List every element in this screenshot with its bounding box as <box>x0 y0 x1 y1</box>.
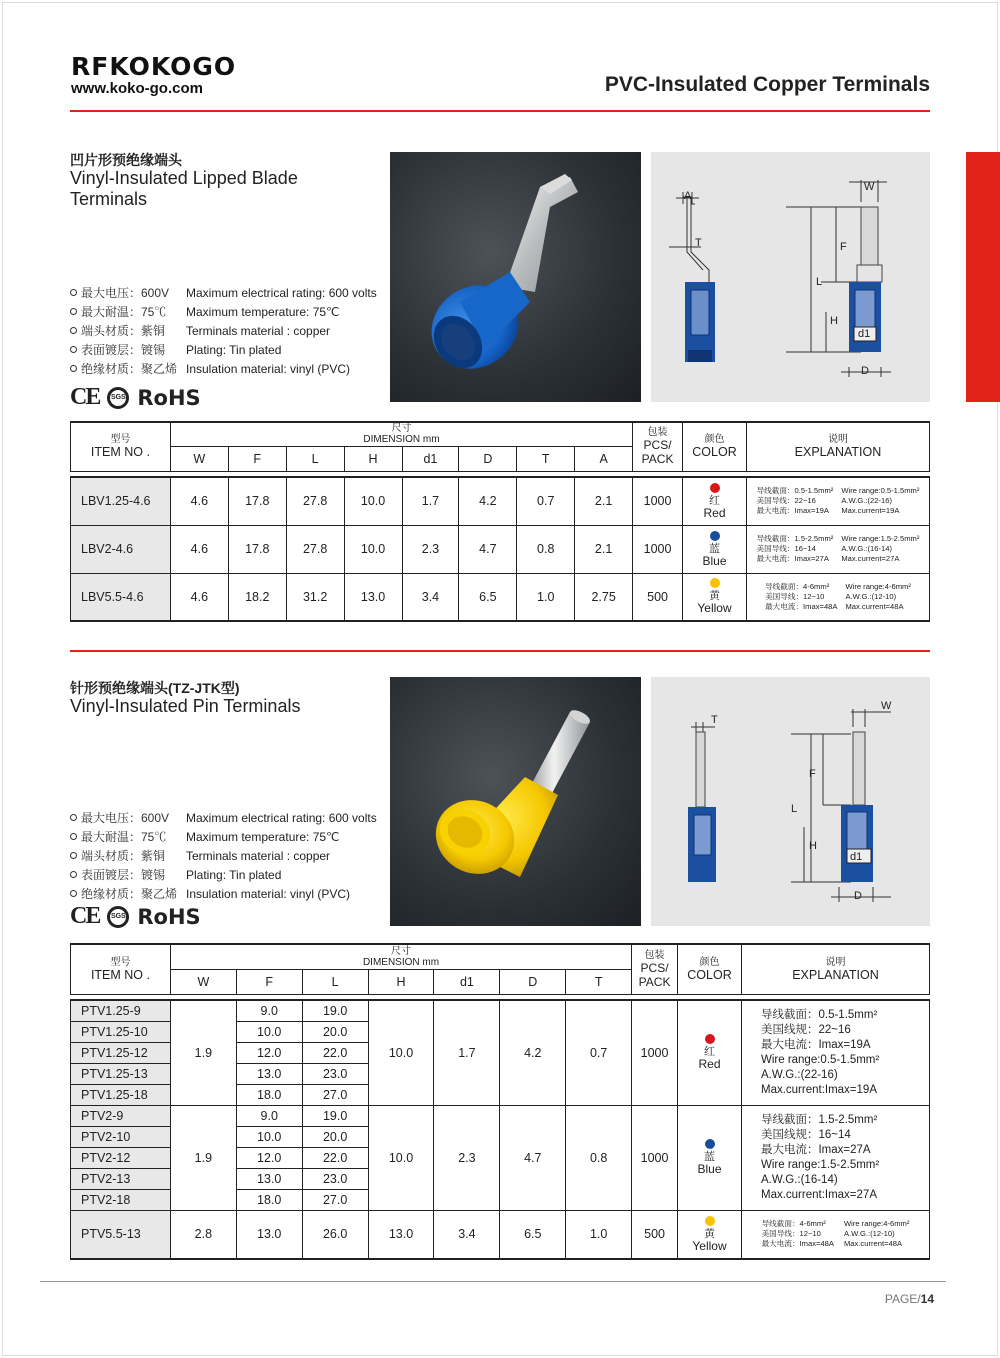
svg-text:d1: d1 <box>850 851 863 863</box>
section1-specs <box>70 284 377 379</box>
header-explanation: 说明 EXPLANATION <box>746 422 929 471</box>
table-row: LBV5.5-4.6 4.6 18.2 31.2 13.0 3.4 6.5 1.0 2.75 500 黄 Yellow 导线截面：4-6mm² 美国导线：12~10 最大电流：Imax=48A Wire range:4-6mm² A.W.G.:(12-10) Max.current=48A <box>71 573 930 621</box>
svg-text:D: D <box>854 890 862 902</box>
section2-specs <box>70 809 377 904</box>
table-row: LBV2-4.6 4.6 17.8 27.8 10.0 2.3 4.7 0.8 2.1 1000 蓝 Blue 导线截面：1.5-2.5mm² 美国导线：16~14 最大电流：Imax=27A Wire range:1.5-2.5mm² A.W.G.:(16-14) Max.current=27A <box>71 525 930 573</box>
section2-title-en: Vinyl-Insulated Pin Terminals <box>70 696 301 716</box>
spec-row: 最大电压：600V Maximum electrical rating: 600 volts <box>70 284 377 303</box>
product-photo-blade <box>390 152 641 402</box>
spec-row: 最大耐温：75℃ Maximum temperature: 75℃ <box>70 828 377 847</box>
spec-row: 表面镀层：镀锡 Plating: Tin plated <box>70 866 377 885</box>
website-url[interactable]: www.koko-go.com <box>71 80 203 97</box>
spec-row: 端头材质：紫铜 Terminals material : copper <box>70 322 377 341</box>
spec-row: 绝缘材质：聚乙烯 Insulation material: vinyl (PVC) <box>70 885 377 904</box>
section2-spec-table: 型号 ITEM NO . 尺寸 DIMENSION mm 包装 PCS/ PACK 颜色 COLOR 说明 EXPLANATION W F L H d1 D T PTV1.25-9 1.9 9.0 19.0 10.0 1.7 4.2 0.7 1000 红 Red 导线截面：0.5-1.5mm² 美国线规：22~16 最大电流：Imax=19A Wire range:0.5-1.5mm² A.W.G.:(22-16) Max.current:Imax=19A PTV1.25-10 10.0 20.0 PTV1.25-12 12.0 22.0 PTV1.25-13 13.0 23.0 PTV1.25-18 18.0 27.0 PTV2-9 1.9 9.0 19.0 10.0 2.3 4.7 0.8 1000 蓝 Blue 导线截面：1.5-2.5mm² 美国线规：16~14 最大电流：Imax=27A Wire range:1.5-2.5mm² A.W.G.:(16-14) Max.current:Imax=27A PTV2-10 10.0 20.0 PTV2-12 12.0 22.0 PTV2-13 13.0 23.0 PTV2-18 18.0 27.0 PTV5.5-13 2.8 13.0 26.0 13.0 3.4 6.5 1.0 500 黄 Yellow 导线截面：4-6mm² 美国导线：12~10 最大电流：Imax=48A Wire range:4-6mm² A.W.G.:(12-10) Max.current=48A <box>70 943 930 1260</box>
blue-dot-icon <box>710 531 720 541</box>
yellow-dot-icon <box>705 1216 715 1226</box>
svg-text:H: H <box>809 840 817 852</box>
spec-row: 最大电压：600V Maximum electrical rating: 600 volts <box>70 809 377 828</box>
header-dimension: 尺寸 DIMENSION mm <box>170 944 631 969</box>
table-row: PTV2-10 10.0 20.0 <box>71 1126 930 1147</box>
dim-W: W <box>864 181 875 193</box>
section2-title-cn: 针形预绝缘端头(TZ-JTK型) <box>70 680 240 696</box>
header-color: 颜色 COLOR <box>683 422 747 471</box>
svg-text:d1: d1 <box>858 328 871 340</box>
svg-text:H: H <box>830 315 838 327</box>
table-row: PTV1.25-18 18.0 27.0 <box>71 1084 930 1105</box>
svg-text:T: T <box>695 237 702 249</box>
rohs-mark: RoHS <box>137 385 201 410</box>
footer-divider <box>40 1281 946 1282</box>
svg-text:F: F <box>809 768 816 780</box>
header-dimension: 尺寸 DIMENSION mm <box>170 422 632 446</box>
table-row: PTV2-18 18.0 27.0 <box>71 1189 930 1210</box>
blue-dot-icon <box>705 1139 715 1149</box>
section1-certifications <box>70 384 201 411</box>
section1-title-cn: 凹片形预绝缘端头 <box>70 152 182 168</box>
table-row: PTV1.25-12 12.0 22.0 <box>71 1042 930 1063</box>
red-dot-icon <box>710 483 720 493</box>
table-row: PTV5.5-13 2.8 13.0 26.0 13.0 3.4 6.5 1.0 500 黄 Yellow 导线截面：4-6mm² 美国导线：12~10 最大电流：Imax=48A Wire range:4-6mm² A.W.G.:(12-10) Max.current=48A <box>71 1210 930 1259</box>
product-photo-pin <box>390 677 641 926</box>
spec-row: 端头材质：紫铜 Terminals material : copper <box>70 847 377 866</box>
red-dot-icon <box>705 1034 715 1044</box>
yellow-dot-icon <box>710 578 720 588</box>
table-row: PTV2-9 1.9 9.0 19.0 10.0 2.3 4.7 0.8 1000 蓝 Blue 导线截面：1.5-2.5mm² 美国线规：16~14 最大电流：Imax=27A Wire range:1.5-2.5mm² A.W.G.:(16-14) Max.current:Imax=27A <box>71 1105 930 1126</box>
ce-mark-icon: CE <box>70 903 100 929</box>
brand-logo: RFKOKOGO <box>71 52 237 81</box>
header-divider <box>70 110 930 112</box>
svg-text:D: D <box>861 365 869 377</box>
svg-text:L: L <box>791 803 798 815</box>
table-row: PTV1.25-13 13.0 23.0 <box>71 1063 930 1084</box>
spec-row: 表面镀层：镀锡 Plating: Tin plated <box>70 341 377 360</box>
header-pack: 包装 PCS/ PACK <box>633 422 683 471</box>
svg-text:T: T <box>711 714 718 726</box>
page-title: PVC-Insulated Copper Terminals <box>604 73 930 96</box>
header-color: 颜色 COLOR <box>678 944 742 994</box>
spec-row: 最大耐温：75℃ Maximum temperature: 75℃ <box>70 303 377 322</box>
page-number: PAGE/14 <box>884 1292 934 1306</box>
table-row: PTV2-13 13.0 23.0 <box>71 1168 930 1189</box>
section1-title-en: Vinyl-Insulated Lipped Blade Terminals <box>70 168 298 209</box>
technical-drawing-pin <box>651 677 930 926</box>
ce-mark-icon: CE <box>70 384 100 410</box>
svg-text:A: A <box>684 190 692 202</box>
sgs-seal-icon: SGS <box>107 906 129 928</box>
rohs-mark: RoHS <box>137 904 201 929</box>
svg-text:W: W <box>881 700 892 712</box>
header-pack: 包装 PCS/ PACK <box>632 944 678 994</box>
section1-spec-table: 型号 ITEM NO . 尺寸 DIMENSION mm 包装 PCS/ PACK 颜色 COLOR 说明 EXPLANATION W F L H d1 D T A LBV1.25-4.6 4.6 17.8 27.8 10.0 1.7 4.2 0.7 2.1 1000 红 Red 导线截面：0.5-1.5mm² 美国导线：22~16 最大电流：Imax=19A Wire range:0.5-1.5mm² A.W.G.:(22-16) Max.current=19A LBV2-4.6 4.6 17.8 27.8 10.0 2.3 4.7 0.8 2.1 1000 蓝 Blue 导线截面：1.5-2.5mm² 美国导线：16~14 最大电流：Imax=27A Wire range:1.5-2.5mm² A.W.G.:(16-14) Max.current=27A LBV5.5-4.6 4.6 18.2 31.2 13.0 3.4 6.5 1.0 2.75 500 黄 Yellow 导线截面：4-6mm² 美国导线：12~10 最大电流：Imax=48A Wire range:4-6mm² A.W.G.:(12-10) Max.current=48A <box>70 421 930 622</box>
side-tab-marker <box>966 152 1000 402</box>
spec-row: 绝缘材质：聚乙烯 Insulation material: vinyl (PVC) <box>70 360 377 379</box>
table-row: LBV1.25-4.6 4.6 17.8 27.8 10.0 1.7 4.2 0.7 2.1 1000 红 Red 导线截面：0.5-1.5mm² 美国导线：22~16 最大电流：Imax=19A Wire range:0.5-1.5mm² A.W.G.:(22-16) Max.current=19A <box>71 477 930 525</box>
table-row: PTV1.25-9 1.9 9.0 19.0 10.0 1.7 4.2 0.7 1000 红 Red 导线截面：0.5-1.5mm² 美国线规：22~16 最大电流：Imax=19A Wire range:0.5-1.5mm² A.W.G.:(22-16) Max.current:Imax=19A <box>71 1000 930 1021</box>
table-row: PTV2-12 12.0 22.0 <box>71 1147 930 1168</box>
table-row: PTV1.25-10 10.0 20.0 <box>71 1021 930 1042</box>
technical-drawing-blade <box>651 152 930 402</box>
section2-certifications <box>70 903 201 930</box>
sgs-seal-icon: SGS <box>107 387 129 409</box>
svg-text:L: L <box>816 276 823 288</box>
header-item: 型号 ITEM NO . <box>71 422 171 471</box>
header-explanation: 说明 EXPLANATION <box>741 944 929 994</box>
section-divider <box>70 650 930 652</box>
svg-text:F: F <box>840 241 847 253</box>
header-item: 型号 ITEM NO . <box>71 944 171 994</box>
